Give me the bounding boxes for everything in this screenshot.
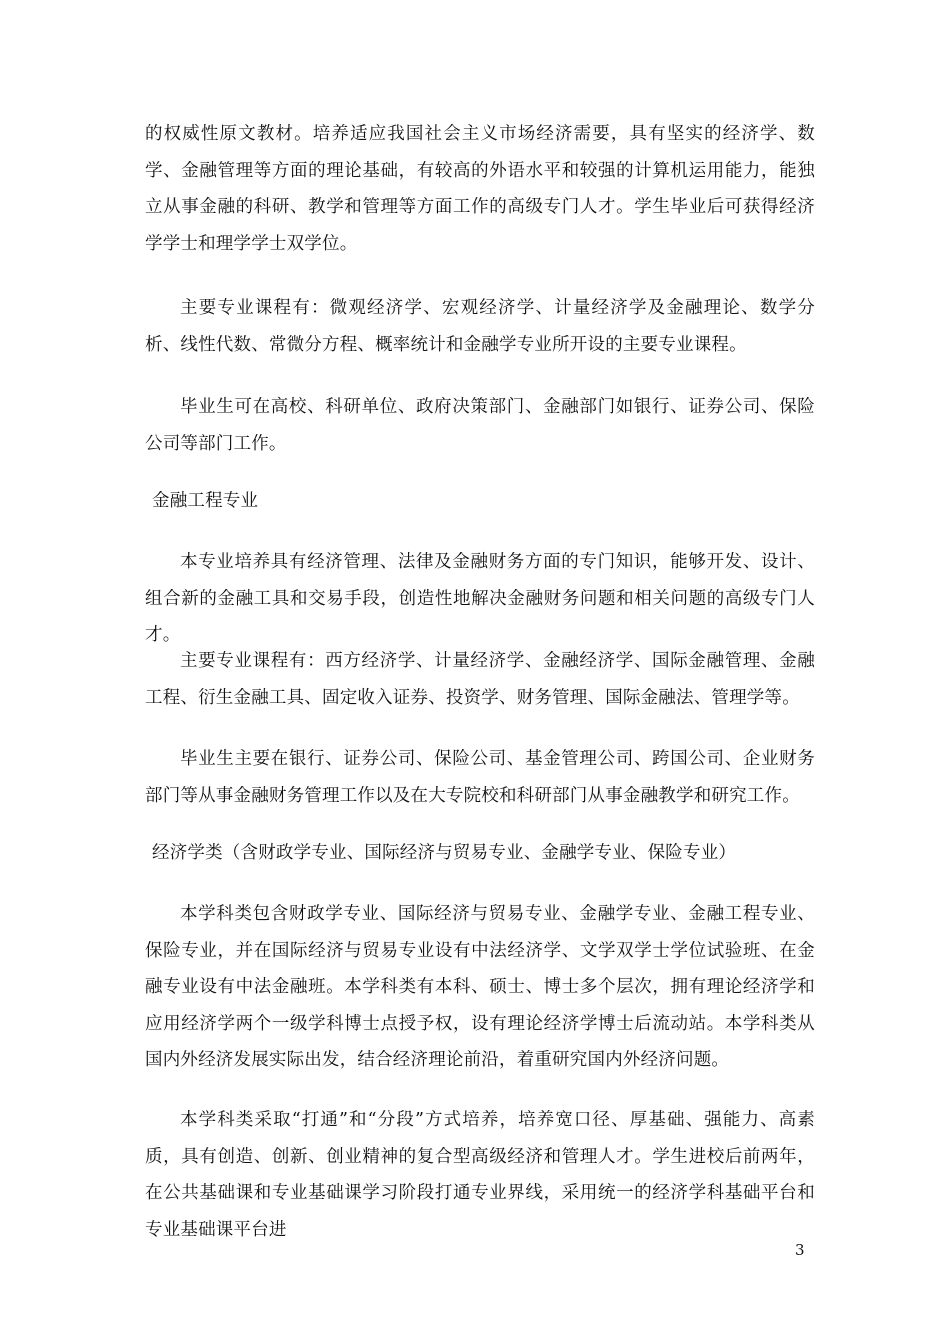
paragraph-economics-category-intro: 本学科类包含财政学专业、国际经济与贸易专业、金融学专业、金融工程专业、保险专业，并在国际经济与贸易专业设有中法经济学、文学双学士学位试验班、在金融专业设有中法金融班。本学科类有本科、硕士、博士多个层次，拥有理论经济学和应用经济学两个一级学科博士点授予权，设有理论经济学博士后流动站。本学科类从国内外经济发展实际出发，结合经济理论前沿，着重研究国内外经济问题。 [145, 904, 815, 1070]
paragraph-economics-training-model: 本学科类采取“打通”和“分段”方式培养，培养宽口径、厚基础、强能力、高素质，具有创造、创新、创业精神的复合型高级经济和管理人才。学生进校后前两年，在公共基础课和专业基础课学习阶段打通专业界线，采用统一的经济学科基础平台和专业基础课平台进 [145, 1110, 815, 1240]
heading-economics-category: 经济学类（含财政学专业、国际经济与贸易专业、金融学专业、保险专业） [152, 843, 737, 863]
page-number: 3 [795, 1241, 805, 1259]
paragraph-graduate-employment-financial-engineering: 毕业生主要在银行、证券公司、保险公司、基金管理公司、跨国公司、企业财务部门等从事金融财务管理工作以及在大专院校和科研部门从事金融教学和研究工作。 [145, 749, 815, 806]
heading-financial-engineering: 金融工程专业 [152, 491, 259, 511]
paragraph-main-courses-financial-engineering: 主要专业课程有：西方经济学、计量经济学、金融经济学、国际金融管理、金融工程、衍生金融工具、固定收入证券、投资学、财务管理、国际金融法、管理学等。 [145, 651, 815, 708]
paragraph-financial-engineering-intro: 本专业培养具有经济管理、法律及金融财务方面的专门知识，能够开发、设计、组合新的金融工具和交易手段，创造性地解决金融财务问题和相关问题的高级专门人才。 [145, 552, 815, 645]
paragraph-graduate-employment-finance-math: 毕业生可在高校、科研单位、政府决策部门、金融部门如银行、证券公司、保险公司等部门工作。 [145, 397, 815, 454]
paragraph-main-courses-finance-math: 主要专业课程有：微观经济学、宏观经济学、计量经济学及金融理论、数学分析、线性代数、常微分方程、概率统计和金融学专业所开设的主要专业课程。 [145, 298, 815, 355]
paragraph-finance-math-intro: 的权威性原文教材。培养适应我国社会主义市场经济需要，具有坚实的经济学、数学、金融管理等方面的理论基础，有较高的外语水平和较强的计算机运用能力，能独立从事金融的科研、教学和管理等方面工作的高级专门人才。学生毕业后可获得经济学学士和理学学士双学位。 [145, 124, 815, 254]
